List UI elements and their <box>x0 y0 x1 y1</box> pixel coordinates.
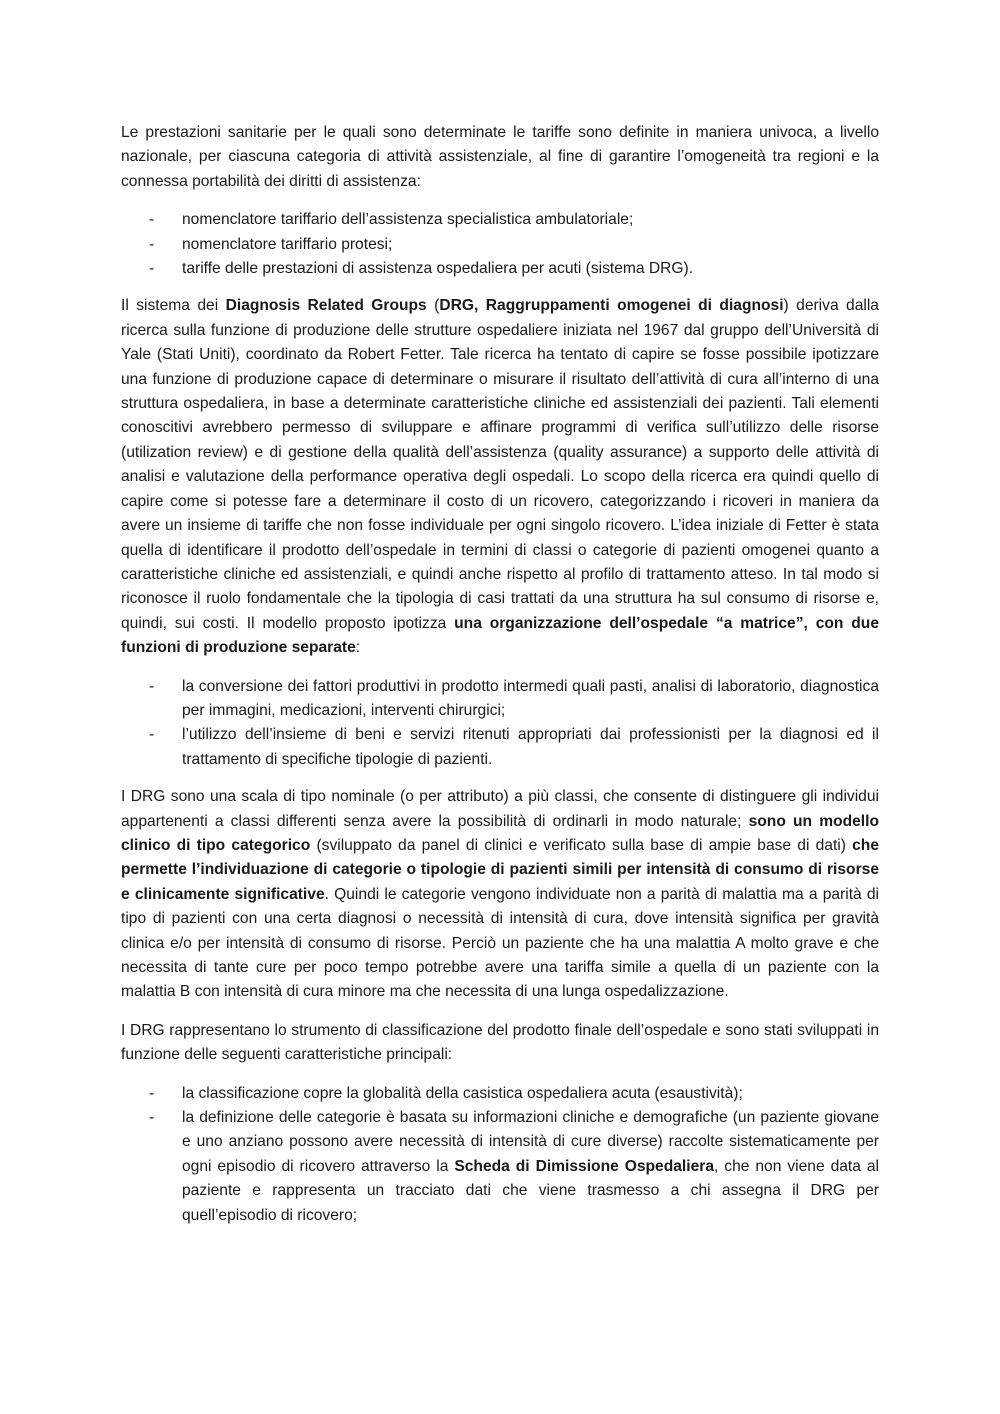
bold-term-categories: che permette l’individuazione di categorie o tipologie di pazienti simili per intensità di consumo di risorse e clinicamente significative <box>121 836 879 903</box>
text-run: , che non viene data al paziente e rappresenta un tracciato dati che viene trasmesso a chi assegna il DRG per quell’episodio di ricovero; <box>182 1157 880 1224</box>
bold-term-categorical-model: sono un modello clinico di tipo categorico <box>121 812 879 854</box>
text-run: ( <box>426 297 440 315</box>
text-run: . Quindi le categorie vengono individuate non a parità di malattia ma a parità di tipo di pazienti con una certa diagnosi o necessità di intensità di cura, dove intensità significa per gravità clinica e/o per intensità di consumo di risorse. Perciò un paziente che ha una malattia A molto grave e che necessita di tante cure per poco tempo potrebbe avere una tariffa simile a quella di un paziente con la malattia B con intensità di cura minore ma che necessita di una lunga ospedalizzazione. <box>121 885 880 1001</box>
tariff-list <box>121 208 879 281</box>
paragraph-drg-features: I DRG rappresentano lo strumento di classificazione del prodotto finale dell’ospedale e sono stati sviluppati in funzione delle seguenti caratteristiche principali: <box>121 1021 879 1064</box>
bold-term-sdo: Scheda di Dimissione Ospedaliera <box>454 1157 714 1175</box>
production-functions-list <box>121 675 879 773</box>
list-item: - nomenclatore tariffario dell’assistenza specialistica ambulatoriale; <box>121 208 879 232</box>
text-run: (sviluppato da panel di clinici e verificato sulla base di ampie base di dati) <box>310 836 853 854</box>
text-run: la definizione delle categorie è basata su informazioni cliniche e demografiche (un paziente giovane e uno anziano possono avere necessità di intensità di cure diverse) raccolte sistematicamente per ogni episodio di ricovero attraverso la <box>182 1109 879 1175</box>
text-run: ) deriva dalla ricerca sulla funzione di produzione delle strutture ospedaliere iniziata nel 1967 dal gruppo dell’Università di Yale (Stati Uniti), coordinato da Robert Fetter. Tale ricerca ha tentato di capire se fosse possibile ipotizzare una funzione di produzione capace di determinare o misurare il risultato dell’attività di cura all’interno di una struttura ospedaliera, in base a determinate caratteristiche cliniche ed assistenziali dei pazienti. Tali elementi conoscitivi avrebbero permesso di sviluppare e affinare programmi di verifica sull’utilizzo delle risorse (utilization review) e di gestione della qualità dell’assistenza (quality assurance) a supporto delle attività di analisi e valutazione della performance operativa degli ospedali. Lo scopo della ricerca era quindi quello di capire come si potesse fare a determinare il costo di un ricovero, categorizzando i ricoveri in maniera da avere un insieme di tariffe che non fosse individuale per ogni singolo ricovero. L’idea iniziale di Fetter è stata quella di identificare il prodotto dell’ospedale in termini di classi o categorie di pazienti omogenei quanto a caratteristiche cliniche ed assistenziali, e quindi anche rispetto al profilo di trattamento atteso. In tal modo si riconosce il ruolo fondamentale che la tipologia di casi trattati da una struttura ha sul consumo di risorse e, quindi, sui costi. Il modello proposto ipotizza <box>121 297 879 632</box>
list-item: - nomenclatore tariffario protesi; <box>121 233 879 257</box>
text-run: : <box>355 639 361 657</box>
text-run: Il sistema dei <box>121 297 226 315</box>
list-item: - tariffe delle prestazioni di assistenza ospedaliera per acuti (sistema DRG). <box>121 257 879 281</box>
list-item: - la classificazione copre la globalità della casistica ospedaliera acuta (esaustività); <box>121 1082 879 1106</box>
bold-term-drg: Diagnosis Related Groups <box>225 297 427 315</box>
paragraph-drg-origin <box>121 294 879 660</box>
text-run: I DRG sono una scala di tipo nominale (o per attributo) a più classi, che consente di distinguere gli individui appartenenti a classi differenti senza avere la possibilità di ordinarli in modo naturale; <box>121 788 879 830</box>
list-item <box>121 1106 879 1228</box>
paragraph-intro: Le prestazioni sanitarie per le quali sono determinate le tariffe sono definite in maniera univoca, a livello nazionale, per ciascuna categoria di attività assistenziale, al fine di garantire l’omogeneità tra regioni e la connessa portabilità dei diritti di assistenza: <box>121 124 879 190</box>
list-item: - l’utilizzo dell’insieme di beni e servizi ritenuti appropriati dai professionisti per la diagnosi ed il trattamento di specifiche tipologie di pazienti. <box>121 723 879 772</box>
bold-term-drg-it: DRG, Raggruppamenti omogenei di diagnosi <box>439 297 784 315</box>
list-item: - la conversione dei fattori produttivi in prodotto intermedi quali pasti, analisi di laboratorio, diagnostica per immagini, medicazioni, interventi chirurgici; <box>121 675 879 724</box>
features-list <box>121 1082 879 1228</box>
paragraph-drg-scale <box>121 785 879 1005</box>
bold-term-matrix: una organizzazione dell’ospedale “a matrice”, con due funzioni di produzione separate <box>121 614 879 657</box>
